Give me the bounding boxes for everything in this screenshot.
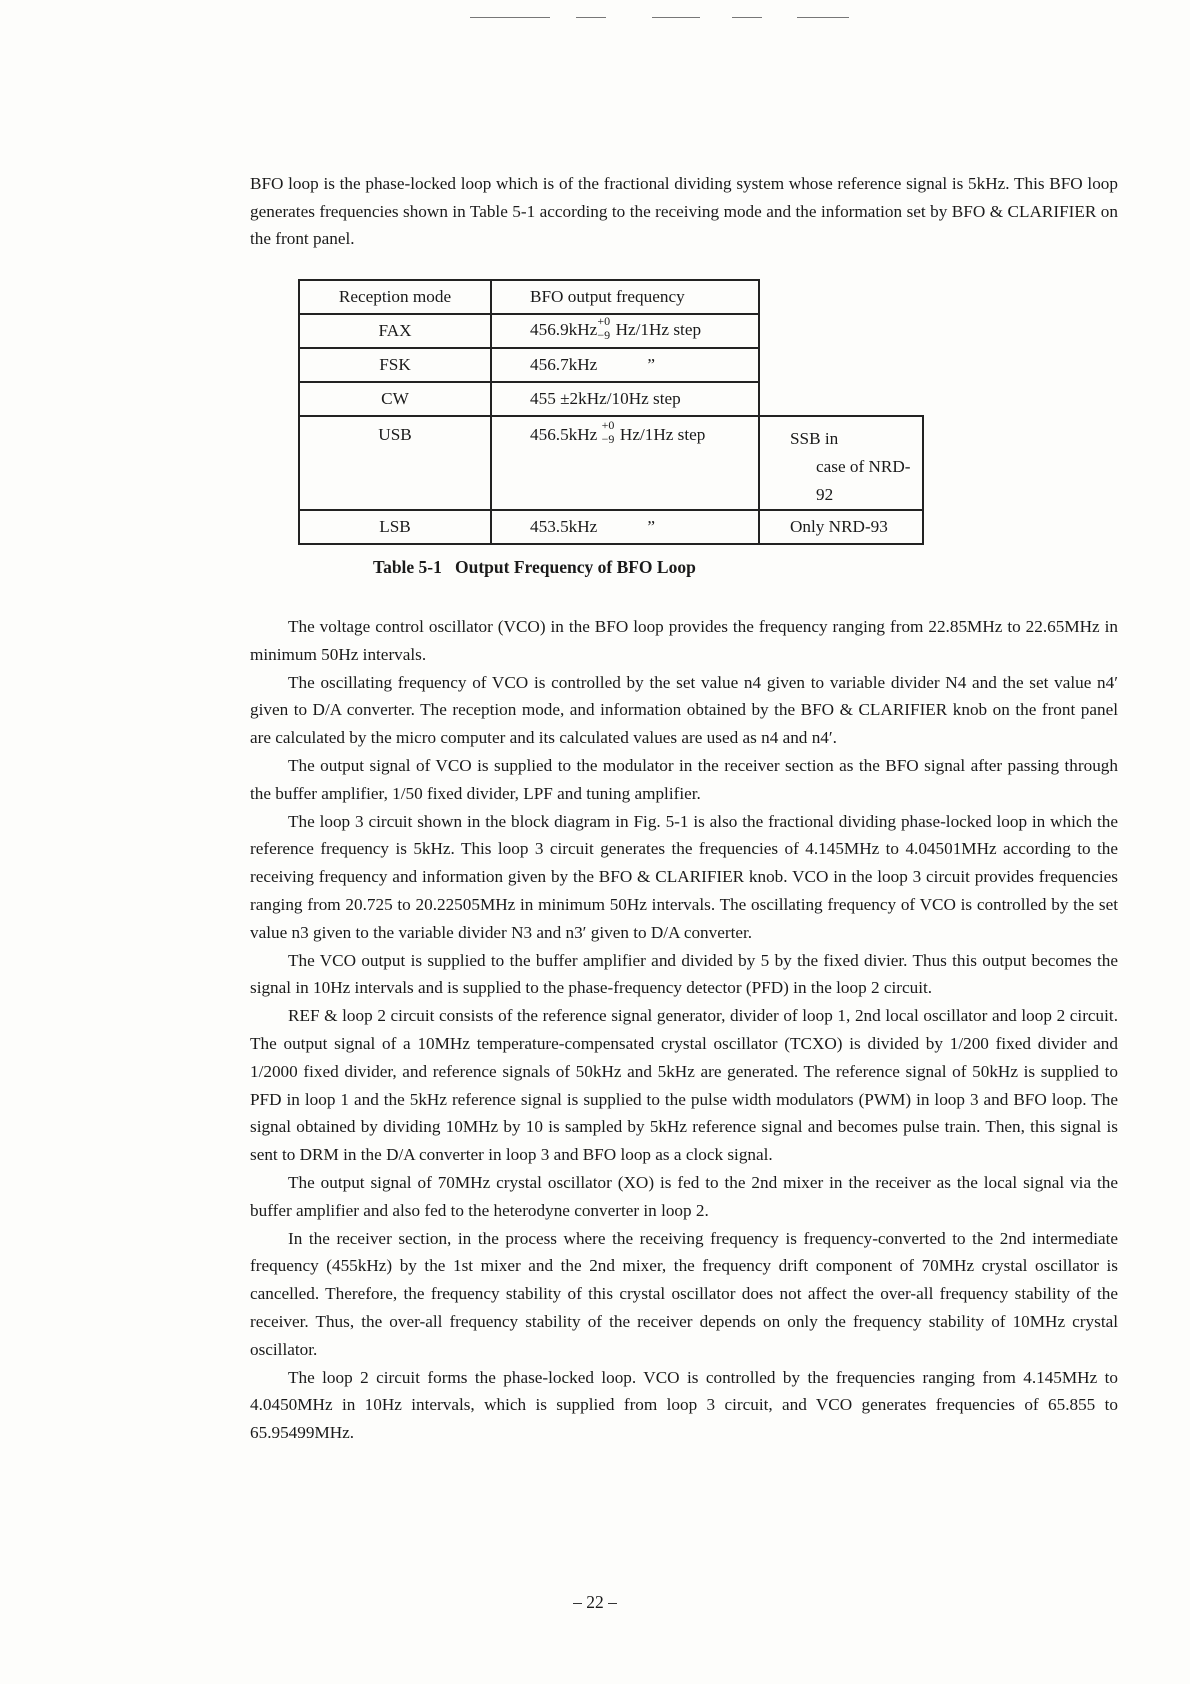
mode-cell: FSK <box>299 348 491 382</box>
header-bfo-output-frequency: BFO output frequency <box>491 280 759 314</box>
ditto-mark: ” <box>647 355 655 374</box>
tolerance-mark <box>601 418 616 447</box>
tol-plus: +0 <box>597 313 611 328</box>
table-caption: Table 5-1 Output Frequency of BFO Loop <box>373 557 696 577</box>
freq-main: 456.9kHz <box>530 320 598 340</box>
note-cell <box>759 416 923 510</box>
body-paragraph: The oscillating frequency of VCO is controlled by the set value n4 given to variable divider N4 and the set value n4′ given to D/A converter. The reception mode, and information obtained by the BFO & CLARIFIER knob on the front panel are calculated by the micro computer and its calculated values are used as n4 and n4′. <box>250 672 1118 748</box>
body-paragraph: The voltage control oscillator (VCO) in the BFO loop provides the frequency ranging from 22.85MHz to 22.65MHz in minimum 50Hz intervals. <box>250 617 1118 664</box>
freq-value: 453.5kHz <box>530 517 598 536</box>
body-section <box>250 613 1118 1447</box>
top-scan-marks <box>470 17 930 19</box>
table-header-row <box>299 280 923 314</box>
table-row <box>299 510 923 544</box>
body-paragraph: The output signal of 70MHz crystal oscillator (XO) is fed to the 2nd mixer in the receiver as the local signal via the buffer amplifier and also fed to the heterodyne converter in loop 2. <box>250 1172 1118 1220</box>
intro-paragraph: BFO loop is the phase-locked loop which is of the fractional dividing system whose reference signal is 5kHz. This BFO loop generates frequencies shown in Table 5-1 according to the receiving mode and the information set by BFO & CLARIFIER on the front panel. <box>250 174 1118 249</box>
bfo-frequency-table <box>298 279 924 545</box>
freq-tail: Hz/1Hz step <box>611 320 702 340</box>
freq-main: 456.5kHz <box>530 425 602 444</box>
empty-cell <box>759 314 923 348</box>
empty-cell <box>759 348 923 382</box>
empty-cell <box>759 280 923 314</box>
body-paragraph: The loop 2 circuit forms the phase-locked loop. VCO is controlled by the frequencies ranging from 4.145MHz to 4.0450MHz in 10Hz intervals, which is supplied from loop 3 circuit, and VCO generates frequencies of 65.855 to 65.95499MHz. <box>250 1367 1118 1443</box>
body-paragraph: REF & loop 2 circuit consists of the reference signal generator, divider of loop 1, 2nd local oscillator and loop 2 circuit. The output signal of a 10MHz temperature-compensated crystal oscillator (TCXO) is divided by 1/200 fixed divider and 1/2000 fixed divider, and reference signals of 50kHz and 5kHz are generated. The reference signal of 50kHz is supplied to PFD in loop 1 and the 5kHz reference signal is supplied to the pulse width modulators (PWM) in loop 3 and BFO loop. The signal obtained by dividing 10MHz by 10 is sampled by 5kHz reference signal and becomes pulse train. Then, this signal is sent to DRM in the D/A converter in loop 3 and BFO loop as a clock signal. <box>250 1006 1118 1165</box>
empty-cell <box>759 382 923 416</box>
freq-value: 456.7kHz <box>530 355 598 374</box>
body-paragraph: The output signal of VCO is supplied to the modulator in the receiver section as the BFO signal after passing through the buffer amplifier, 1/50 fixed divider, LPF and tuning amplifier. <box>250 755 1118 803</box>
table-row <box>299 314 923 348</box>
body-paragraph: In the receiver section, in the process where the receiving frequency is frequency-converted to the 2nd intermediate frequency (455kHz) by the 1st mixer and the 2nd mixer, the frequency drift component of 70MHz crystal oscillator is cancelled. Therefore, the frequency stability of this crystal oscillator does not affect the over-all frequency stability of the receiver. Thus, the over-all frequency stability of the receiver depends on only the frequency stability of 10MHz crystal oscillator. <box>250 1228 1118 1359</box>
table-row <box>299 416 923 510</box>
freq-cell <box>491 348 759 382</box>
table-row <box>299 382 923 416</box>
page-number: – 22 – <box>573 1592 617 1612</box>
ditto-mark: ” <box>647 517 655 536</box>
freq-cell <box>491 416 759 510</box>
body-paragraph: The VCO output is supplied to the buffer amplifier and divided by 5 by the fixed divier. Thus this output becomes the signal in 10Hz intervals and is supplied to the phase-frequency detector (PFD) in the loop 2 circuit. <box>250 950 1118 998</box>
note-cell: Only NRD-93 <box>759 510 923 544</box>
tol-minus: −9 <box>601 432 615 447</box>
mode-cell: USB <box>299 416 491 510</box>
note-line-2: case of NRD-92 <box>816 457 911 504</box>
freq-cell <box>491 510 759 544</box>
table-row <box>299 348 923 382</box>
freq-tail: Hz/1Hz step <box>615 425 706 444</box>
intro-section <box>250 170 1118 253</box>
tolerance-mark <box>597 313 611 342</box>
tol-minus: −9 <box>597 327 611 342</box>
header-reception-mode: Reception mode <box>299 280 491 314</box>
note-line-1: SSB in <box>790 429 839 448</box>
mode-cell: LSB <box>299 510 491 544</box>
tol-plus: +0 <box>601 418 615 433</box>
freq-cell: 455 ±2kHz/10Hz step <box>491 382 759 416</box>
freq-cell <box>491 314 759 348</box>
body-paragraph: The loop 3 circuit shown in the block diagram in Fig. 5-1 is also the fractional dividing phase-locked loop in which the reference frequency is 5kHz. This loop 3 circuit generates the frequencies of 4.145MHz to 4.04501MHz according to the receiving frequency and information given by the BFO & CLARIFIER knob. VCO in the loop 3 circuit provides frequencies ranging from 20.725 to 20.22505MHz in minimum 50Hz intervals. The oscillating frequency of VCO is controlled by the set value n3 given to the variable divider N3 and n3′ given to D/A converter. <box>250 811 1118 942</box>
mode-cell: FAX <box>299 314 491 348</box>
mode-cell: CW <box>299 382 491 416</box>
